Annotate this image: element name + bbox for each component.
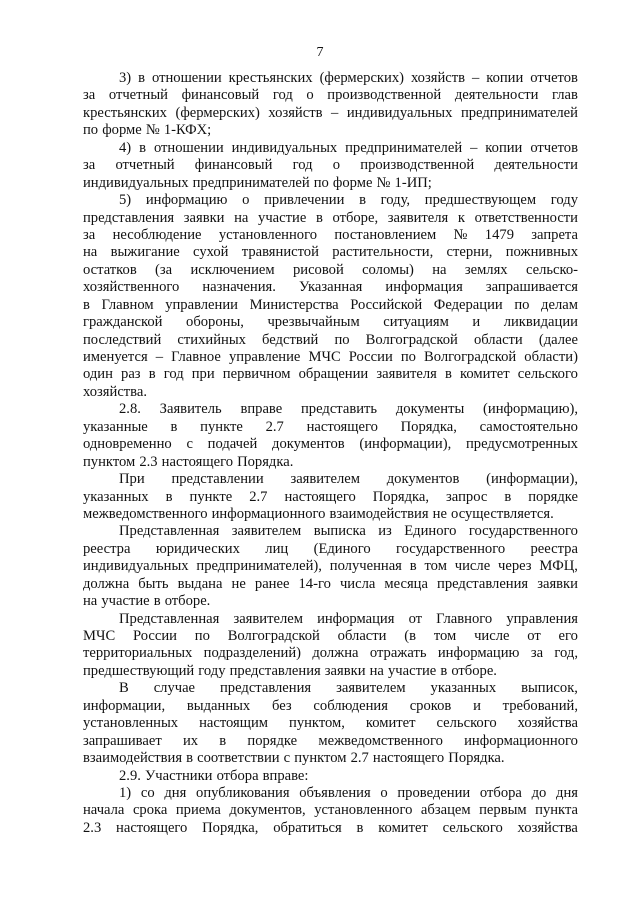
text-line: 4) в отношении индивидуальных предпринимателей – копии отчетов xyxy=(119,139,578,156)
text-line: В случае представления заявителем указанных выписок, xyxy=(119,680,578,697)
paragraph-clause-2-8 xyxy=(83,401,578,471)
text-line: При представлении заявителем документов (информации), xyxy=(119,471,578,488)
text-line: гражданской обороны, чрезвычайным ситуациям и ликвидации xyxy=(83,314,578,331)
text-line: хозяйства. xyxy=(83,383,148,400)
text-line: 2.8. Заявитель вправе представить документы (информацию), xyxy=(119,401,578,418)
text-line: предшествующий году представления заявки на участие в отборе. xyxy=(83,662,497,679)
text-line: за отчетный финансовый год о производственной деятельности глав xyxy=(83,87,578,104)
text-line: 1) со дня опубликования объявления о проведении отбора до дня xyxy=(119,784,578,801)
text-line: хозяйственного назначения. Указанная информация запрашивается xyxy=(83,279,578,296)
paragraph-clause-2-9 xyxy=(83,768,578,785)
text-line: именуется – Главное управление МЧС России по Волгоградской области) xyxy=(83,349,578,365)
text-line: запрашивает их в порядке межведомственного информационного xyxy=(83,732,578,749)
text-line: на участие в отборе. xyxy=(83,593,211,610)
text-line: МЧС России по Волгоградской области (в том числе от его xyxy=(83,628,578,644)
text-line: остатков (за исключением рисовой соломы) на землях сельско- xyxy=(83,261,578,278)
text-line: представления заявки на участие в отборе, заявителя к ответственности xyxy=(83,209,578,226)
text-line: одновременно с подачей документов (информации), предусмотренных xyxy=(83,436,578,453)
text-line: по форме № 1-КФХ; xyxy=(83,122,212,139)
page-number: 7 xyxy=(316,45,324,60)
text-line: начала срока приема документов, установленного абзацем первым пункта xyxy=(83,802,578,819)
text-line: должна быть выдана не ранее 14-го числа месяца представления заявки xyxy=(83,575,578,592)
text-line: 2.3 настоящего Порядка, обратиться в комитет сельского хозяйства xyxy=(83,819,578,836)
paragraph-mchs-info xyxy=(83,611,578,681)
paragraph-item-5 xyxy=(83,192,578,401)
text-line: на выжигание сухой травянистой растительности, стерни, пожнивных xyxy=(83,244,578,261)
text-line: взаимодействия в соответствии с пунктом 2.7 настоящего Порядка. xyxy=(83,750,505,767)
text-line: пунктом 2.3 настоящего Порядка. xyxy=(83,453,294,470)
paragraph-clause-2-9-1 xyxy=(83,785,578,837)
paragraph-non-compliance xyxy=(83,680,578,767)
paragraph-item-3 xyxy=(83,70,578,140)
text-line: реестра юридических лиц (Единого государственного реестра xyxy=(83,540,578,557)
text-line: последствий стихийных бедствий по Волгоградской области (далее xyxy=(83,331,578,348)
text-line: 5) информацию о привлечении в году, предшествующем году xyxy=(119,192,578,209)
text-line: Представленная заявителем информация от Главного управления xyxy=(119,610,578,627)
paragraph-item-4 xyxy=(83,140,578,192)
text-line: 2.9. Участники отбора вправе: xyxy=(119,767,309,784)
text-line: индивидуальных предпринимателей по форме № 1-ИП; xyxy=(83,174,432,191)
text-line: 3) в отношении крестьянских (фермерских) хозяйств – копии отчетов xyxy=(119,70,578,86)
text-line: крестьянских (фермерских) хозяйств – индивидуальных предпринимателей xyxy=(83,104,578,121)
paragraph-interagency-request xyxy=(83,471,578,523)
text-line: установленных настоящим пунктом, комитет сельского хозяйства xyxy=(83,715,578,732)
text-line: в Главном управлении Министерства Российской Федерации по делам xyxy=(83,296,578,313)
document-body xyxy=(83,70,578,837)
text-line: один раз в год при первичном обращении заявителя в комитет сельского xyxy=(83,366,578,383)
text-line: указанные в пункте 2.7 настоящего Порядка, самостоятельно xyxy=(83,418,578,435)
text-line: за отчетный финансовый год о производственной деятельности xyxy=(83,157,578,174)
text-line: индивидуальных предпринимателей), полученная в том числе через МФЦ, xyxy=(83,558,578,575)
text-line: информации, выданных без соблюдения сроков и требований, xyxy=(83,697,578,714)
text-line: за несоблюдение установленного постановлением № 1479 запрета xyxy=(83,226,578,243)
text-line: указанных в пункте 2.7 настоящего Порядка, запрос в порядке xyxy=(83,488,578,505)
text-line: Представленная заявителем выписка из Единого государственного xyxy=(119,523,578,540)
text-line: территориальных подразделений) должна отражать информацию за год, xyxy=(83,645,578,662)
text-line: межведомственного информационного взаимодействия не осуществляется. xyxy=(83,505,554,522)
paragraph-register-extract xyxy=(83,523,578,610)
